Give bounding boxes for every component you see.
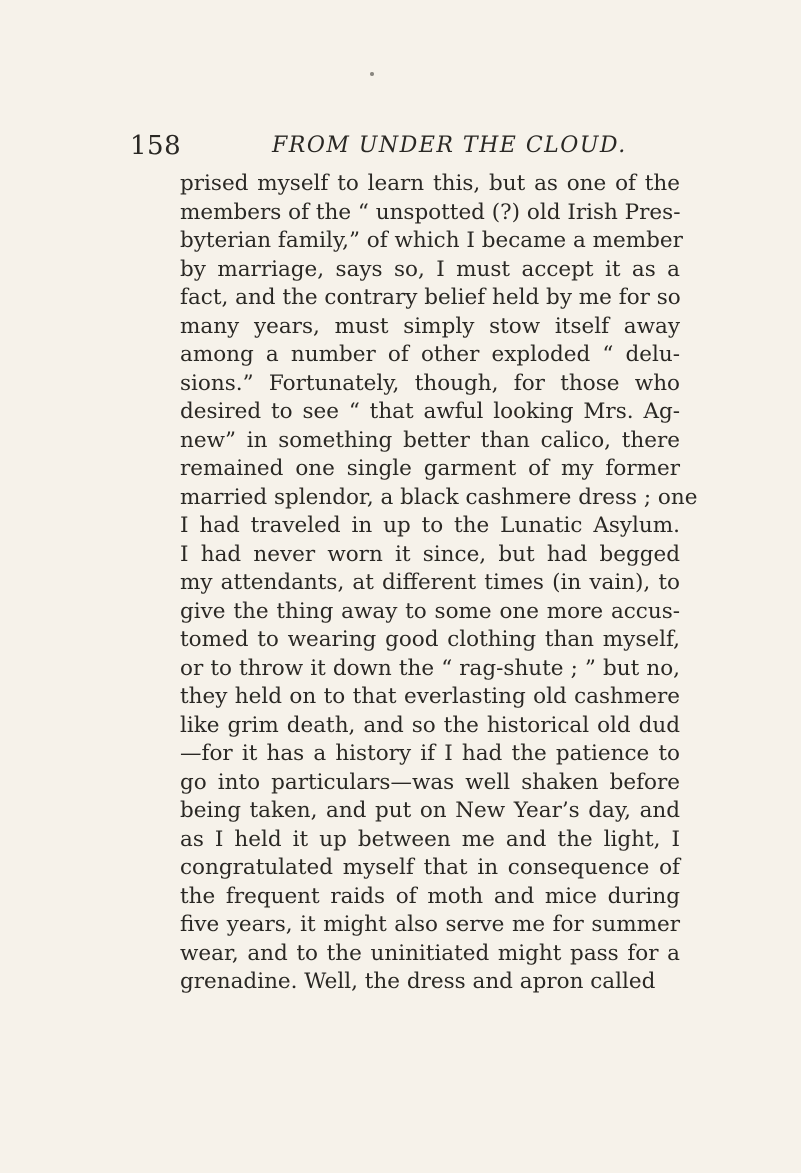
text-line: like grim death, and so the historical old dud [180,712,680,738]
running-head [130,130,690,164]
text-line: tomed to wearing good clothing than myself, [180,627,680,652]
text-line: give the thing away to some one more accus- [180,598,680,624]
page-number: 158 [130,131,182,161]
body-text [180,170,698,997]
text-line: the frequent raids of moth and mice during [180,883,680,909]
text-line: desired to see “ that awful looking Mrs. Ag- [180,399,680,424]
text-line: remained one single garment of my former [180,456,680,481]
text-line: go into particulars—was well shaken before [180,769,680,795]
text-line: I had never worn it since, but had begged [180,541,680,567]
text-line: I had traveled in up to the Lunatic Asylum. [180,513,680,538]
text-line: being taken, and put on New Year’s day, and [180,798,680,823]
text-line: five years, it might also serve me for summer [180,912,680,937]
running-title: FROM UNDER THE CLOUD. [272,133,627,158]
text-line: prised myself to learn this, but as one of the [180,171,680,196]
text-line: fact, and the contrary belief held by me for so [180,285,681,310]
text-line: wear, and to the uninitiated might pass for a [180,940,680,966]
text-line: or to throw it down the “ rag-shute ; ” but no, [180,655,680,681]
text-line: —for it has a history if I had the patience to [180,741,680,766]
text-line: congratulated myself that in consequence of [180,855,680,880]
text-line: many years, must simply stow itself away [180,313,680,339]
ink-speck [370,72,374,76]
text-line: new” in something better than calico, there [180,427,680,453]
text-line: by marriage, says so, I must accept it as a [180,256,680,282]
text-line: among a number of other exploded “ delu- [180,342,680,367]
text-line: sions.” Fortunately, though, for those who [180,370,680,396]
text-line: grenadine. Well, the dress and apron called [180,969,656,994]
text-line: members of the “ unspotted (?) old Irish Pres- [180,199,681,225]
text-line: my attendants, at different times (in vain), to [180,570,680,595]
text-line: married splendor, a black cashmere dress ; one [180,484,698,510]
text-line: byterian family,” of which I became a member [180,228,683,253]
text-line: as I held it up between me and the light, I [180,826,680,852]
text-line: they held on to that everlasting old cashmere [180,684,680,709]
